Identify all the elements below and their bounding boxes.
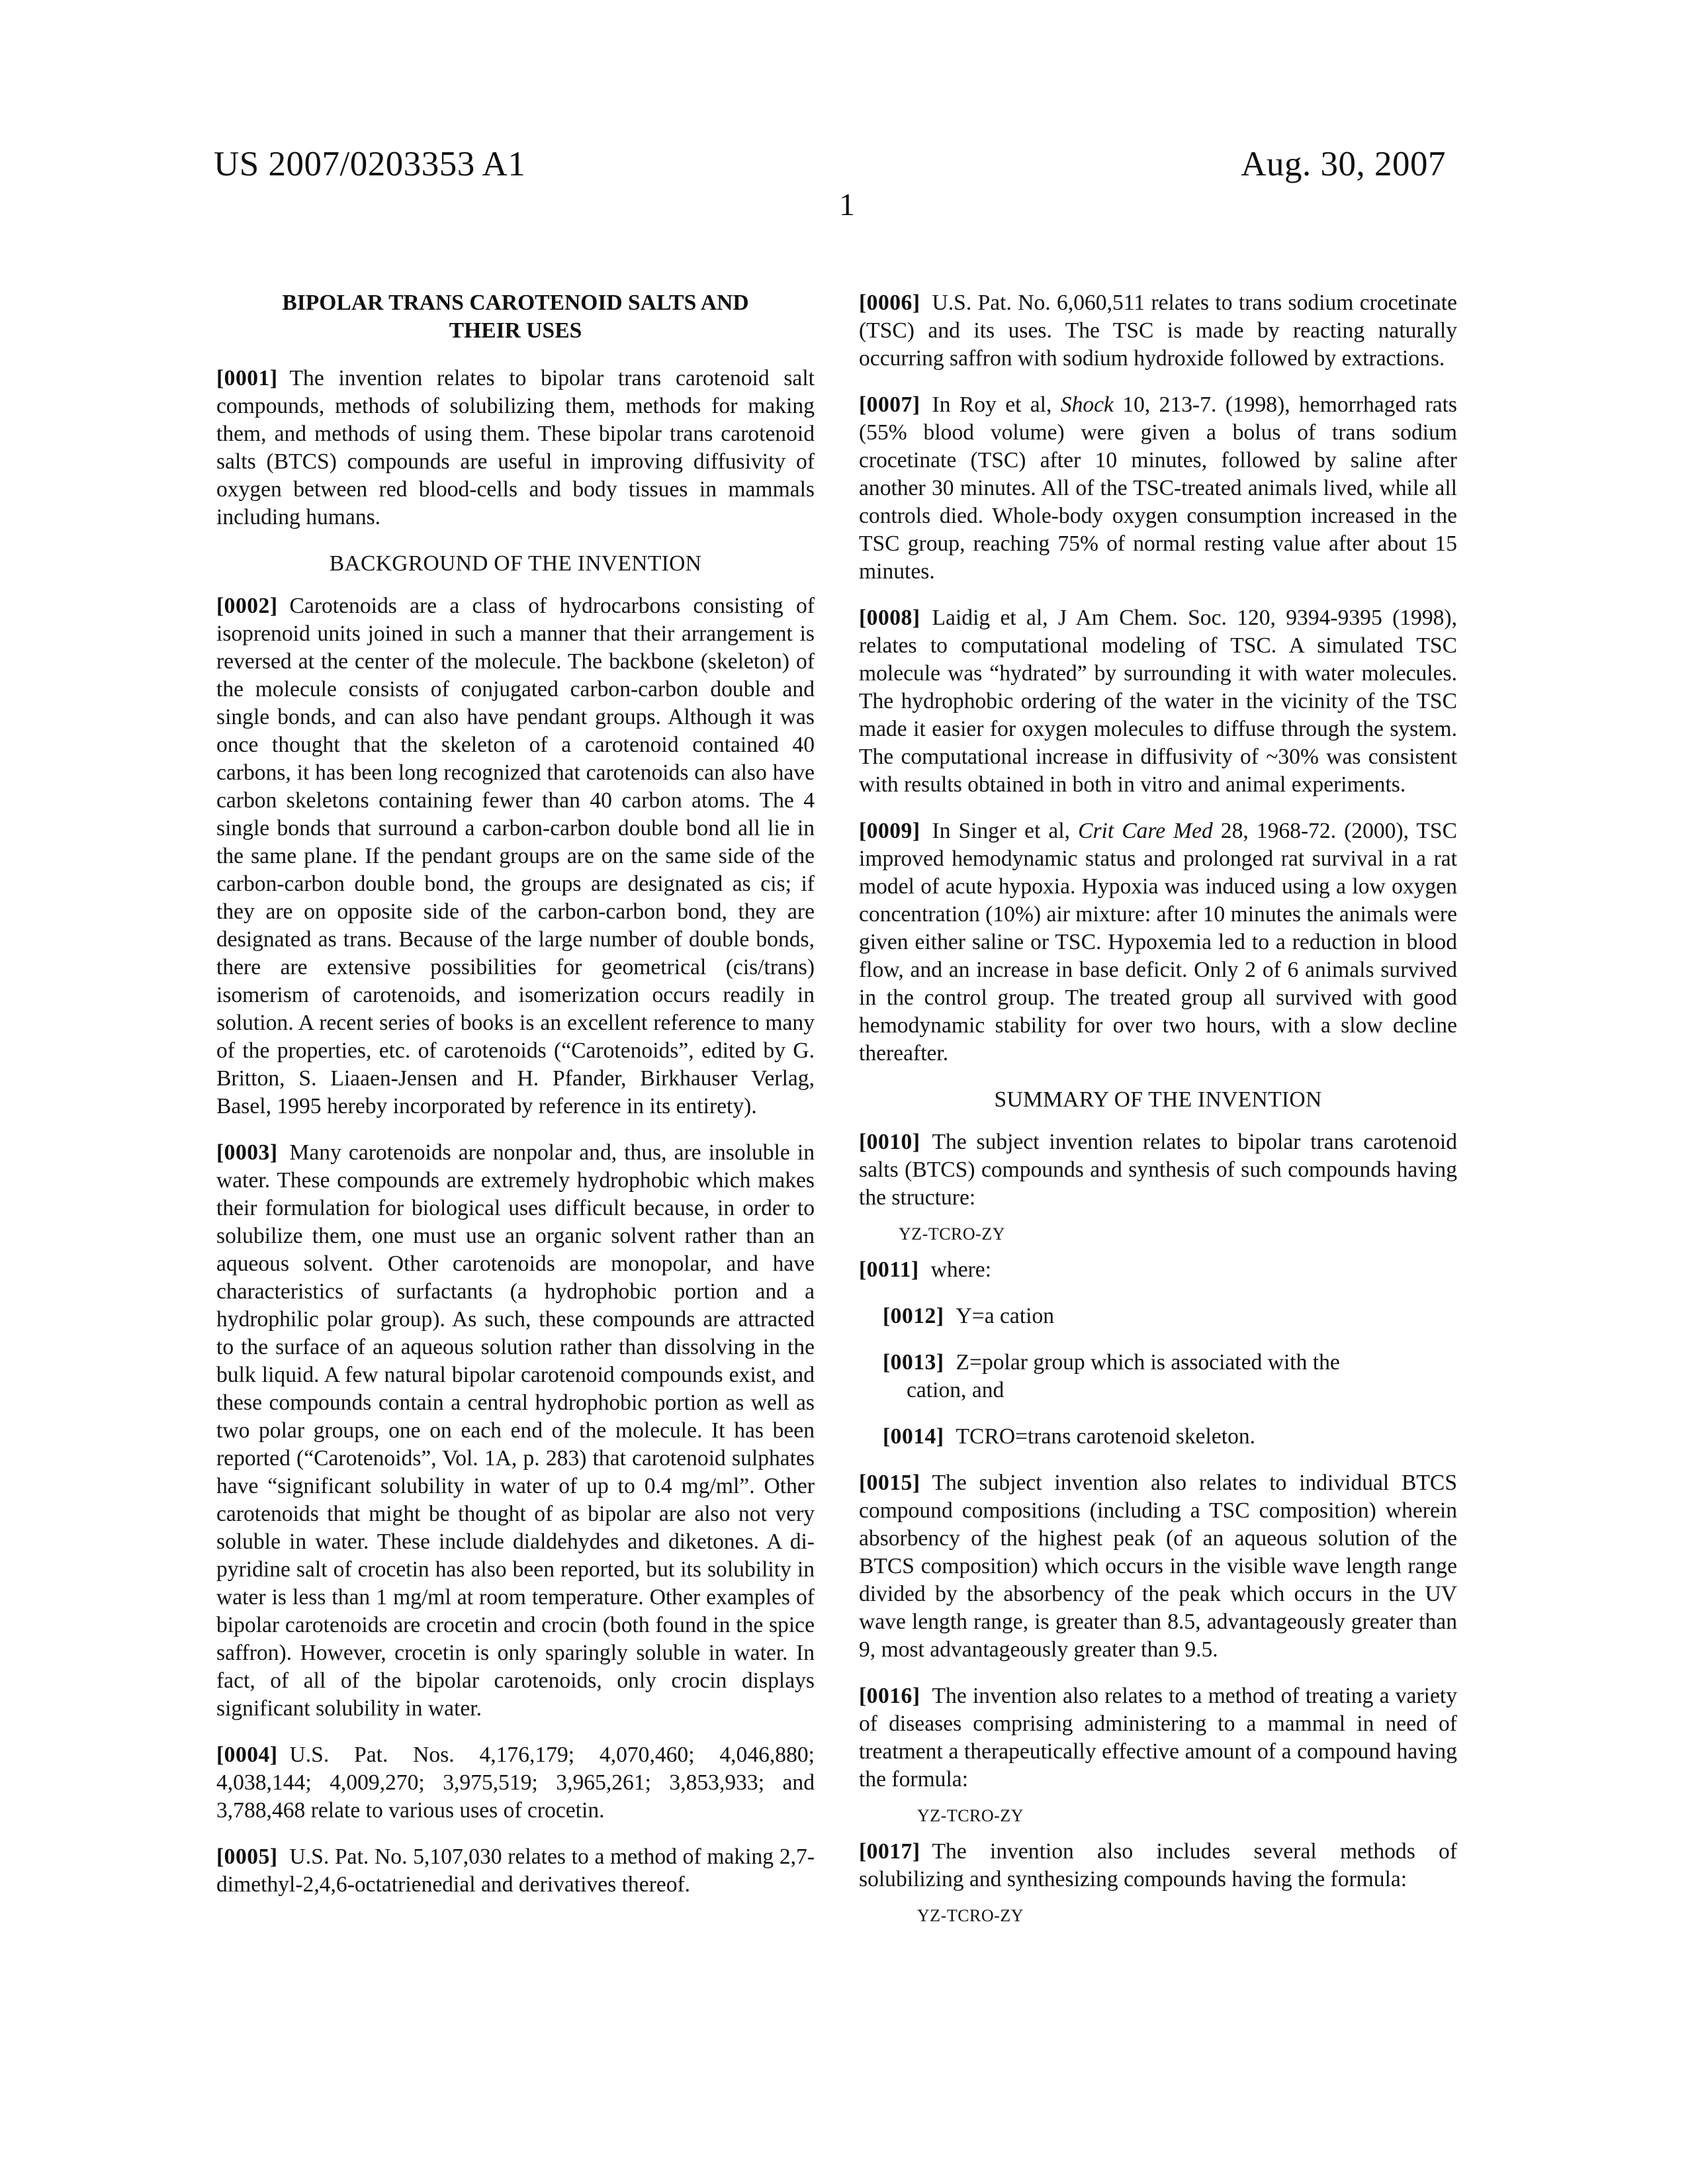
paragraph-text: Laidig et al, J Am Chem. Soc. 120, 9394-9395 (1998), relates to computational modeling of TSC. A simulated TSC molecule was “hydrated” by surrounding it with water molecules. The hydrophobic ordering of the water in the vicinity of the TSC made it easier for oxygen molecules to diffuse through the system. The computational increase in diffusivity of ~30% was consistent with results obtained in both in vitro and animal experiments. [859, 606, 1457, 797]
paragraph-text: The subject invention relates to bipolar trans carotenoid salts (BTCS) compounds and synthesis of such compounds having the structure: [859, 1130, 1457, 1210]
paragraph-text: TCRO=trans carotenoid skeleton. [956, 1424, 1256, 1449]
paragraph-continuation: cation, and [883, 1377, 1457, 1404]
paragraph-text: The subject invention also relates to individual BTCS compound compositions (including a TSC composition) wherein absorbency of the highest peak (of an aqueous solution of the BTCS composition) which occurs in the visible wave length range divided by the absorbency of the peak which occurs in the UV wave length range, is greater than 8.5, advantageously greater than 9, most advantageously greater than 9.5. [859, 1471, 1457, 1662]
document-title [216, 289, 815, 345]
paragraph-number: [0012] [883, 1304, 944, 1328]
paragraph-number: [0006] [859, 291, 920, 315]
chemical-formula: YZ-TCRO-ZY [917, 1902, 1457, 1930]
journal-name: Crit Care Med [1078, 819, 1213, 843]
paragraph-0005 [216, 1843, 815, 1899]
section-heading-summary: SUMMARY OF THE INVENTION [859, 1086, 1457, 1114]
paragraph-number: [0005] [216, 1844, 278, 1869]
paragraph-text: U.S. Pat. No. 6,060,511 relates to trans sodium crocetinate (TSC) and its uses. The TSC is made by reacting naturally occurring saffron with sodium hydroxide followed by extractions. [859, 291, 1457, 371]
paragraph-number: [0001] [216, 366, 278, 390]
paragraph-text: U.S. Pat. Nos. 4,176,179; 4,070,460; 4,046,880; 4,038,144; 4,009,270; 3,975,519; 3,965,261; 3,853,933; and 3,788,468 relate to various uses of crocetin. [216, 1743, 815, 1823]
paragraph-number: [0002] [216, 594, 278, 618]
paragraph-text: U.S. Pat. No. 5,107,030 relates to a method of making 2,7-dimethyl-2,4,6-octatrienedial and derivatives thereof. [216, 1844, 815, 1897]
paragraph-text-lead: In Singer et al, [932, 819, 1079, 843]
paragraph-number: [0009] [859, 819, 920, 843]
paragraph-0002 [216, 592, 815, 1120]
chemical-formula: YZ-TCRO-ZY [899, 1220, 1457, 1248]
paragraph-0007 [859, 391, 1457, 586]
paragraph-text-lead: In Roy et al, [932, 392, 1061, 417]
paragraph-number: [0010] [859, 1130, 920, 1154]
paragraph-text: The invention also includes several methods of solubilizing and synthesizing compounds having the formula: [859, 1839, 1457, 1891]
paragraph-0008 [859, 604, 1457, 799]
paragraph-0015 [859, 1469, 1457, 1664]
paragraph-text: where: [931, 1257, 991, 1282]
paragraph-text: Z=polar group which is associated with the [956, 1350, 1340, 1375]
paragraph-text: The invention relates to bipolar trans carotenoid salt compounds, methods of solubilizing them, methods for making them, and methods of using them. These bipolar trans carotenoid salts (BTCS) compounds are useful in improving diffusivity of oxygen between red blood-cells and body tissues in mammals including humans. [216, 366, 815, 529]
publication-date: Aug. 30, 2007 [1241, 144, 1446, 184]
paragraph-text: Y=a cation [956, 1304, 1055, 1328]
title-line-2: THEIR USES [449, 318, 582, 343]
paragraph-0010 [859, 1128, 1457, 1212]
paragraph-0009 [859, 817, 1457, 1068]
paragraph-0016 [859, 1682, 1457, 1794]
paragraph-number: [0003] [216, 1140, 278, 1165]
chemical-formula: YZ-TCRO-ZY [917, 1802, 1457, 1830]
paragraph-number: [0015] [859, 1471, 920, 1495]
paragraph-number: [0007] [859, 392, 920, 417]
publication-number: US 2007/0203353 A1 [214, 144, 525, 184]
paragraph-0003 [216, 1139, 815, 1723]
paragraph-0017 [859, 1838, 1457, 1893]
paragraph-0012 [883, 1302, 1457, 1330]
section-heading-background: BACKGROUND OF THE INVENTION [216, 550, 815, 578]
paragraph-number: [0011] [859, 1257, 919, 1282]
paragraph-number: [0016] [859, 1684, 920, 1708]
page-header [214, 144, 1446, 191]
paragraph-0004 [216, 1741, 815, 1825]
paragraph-number: [0013] [883, 1350, 944, 1375]
paragraph-number: [0008] [859, 606, 920, 630]
right-column [859, 289, 1457, 1938]
paragraph-number: [0017] [859, 1839, 920, 1864]
paragraph-text: 10, 213-7. (1998), hemorrhaged rats (55% blood volume) were given a bolus of trans sodium crocetinate (TSC) after 10 minutes, followed by saline after another 30 minutes. All of the TSC-treated animals lived, while all controls died. Whole-body oxygen consumption increased in the TSC group, reaching 75% of normal resting value after about 15 minutes. [859, 392, 1457, 584]
paragraph-0014 [883, 1423, 1457, 1451]
left-column [216, 289, 815, 1907]
page-number: 1 [0, 187, 1694, 223]
paragraph-text: The invention also relates to a method of treating a variety of diseases comprising administering to a mammal in need of treatment a therapeutically effective amount of a compound having the formula: [859, 1684, 1457, 1792]
paragraph-0001 [216, 365, 815, 531]
paragraph-text: Carotenoids are a class of hydrocarbons consisting of isoprenoid units joined in such a manner that their arrangement is reversed at the center of the molecule. The backbone (skeleton) of the molecule consists of conjugated carbon-carbon double and single bonds, and can also have pendant groups. Although it was once thought that the skeleton of a carotenoid contained 40 carbons, it has been long recognized that carotenoids can also have carbon skeletons containing fewer than 40 carbon atoms. The 4 single bonds that surround a carbon-carbon double bond all lie in the same plane. If the pendant groups are on the same side of the carbon-carbon double bond, the groups are designated as cis; if they are on opposite side of the carbon-carbon bond, they are designated as trans. Because of the large number of double bonds, there are extensive possibilities for geometrical (cis/trans) isomerism of carotenoids, and isomerization occurs readily in solution. A recent series of books is an excellent reference to many of the properties, etc. of carotenoids (“Carotenoids”, edited by G. Britton, S. Liaaen-Jensen and H. Pfander, Birkhauser Verlag, Basel, 1995 hereby incorporated by reference in its entirety). [216, 594, 815, 1118]
paragraph-0006 [859, 289, 1457, 373]
paragraph-0011 [859, 1256, 1457, 1284]
paragraph-number: [0004] [216, 1743, 278, 1767]
journal-name: Shock [1061, 392, 1114, 417]
title-line-1: BIPOLAR TRANS CAROTENOID SALTS AND [282, 291, 748, 315]
paragraph-text: Many carotenoids are nonpolar and, thus, are insoluble in water. These compounds are extremely hydrophobic which makes their formulation for biological uses difficult because, in order to solubilize them, one must use an organic solvent rather than an aqueous solvent. Other carotenoids are monopolar, and have characteristics of surfactants (a hydrophobic portion and a hydrophilic polar group). As such, these compounds are attracted to the surface of an aqueous solution rather than dissolving in the bulk liquid. A few natural bipolar carotenoid compounds exist, and these compounds contain a central hydrophobic portion as well as two polar groups, one on each end of the molecule. It has been reported (“Carotenoids”, Vol. 1A, p. 283) that carotenoid sulphates have “significant solubility in water of up to 0.4 mg/ml”. Other carotenoids that might be thought of as bipolar are also not very soluble in water. These include dialdehydes and diketones. A di-pyridine salt of crocetin has also been reported, but its solubility in water is less than 1 mg/ml at room temperature. Other examples of bipolar carotenoids are crocetin and crocin (both found in the spice saffron). However, crocetin is only sparingly soluble in water. In fact, of all of the bipolar carotenoids, only crocin displays significant solubility in water. [216, 1140, 815, 1721]
paragraph-0013 [883, 1349, 1457, 1404]
paragraph-text: 28, 1968-72. (2000), TSC improved hemodynamic status and prolonged rat survival in a rat model of acute hypoxia. Hypoxia was induced using a low oxygen concentration (10%) air mixture: after 10 minutes the animals were given either saline or TSC. Hypoxemia led to a reduction in blood flow, and an increase in base deficit. Only 2 of 6 animals survived in the control group. The treated group all survived with good hemodynamic stability for over two hours, with a slow decline thereafter. [859, 819, 1457, 1066]
paragraph-number: [0014] [883, 1424, 944, 1449]
